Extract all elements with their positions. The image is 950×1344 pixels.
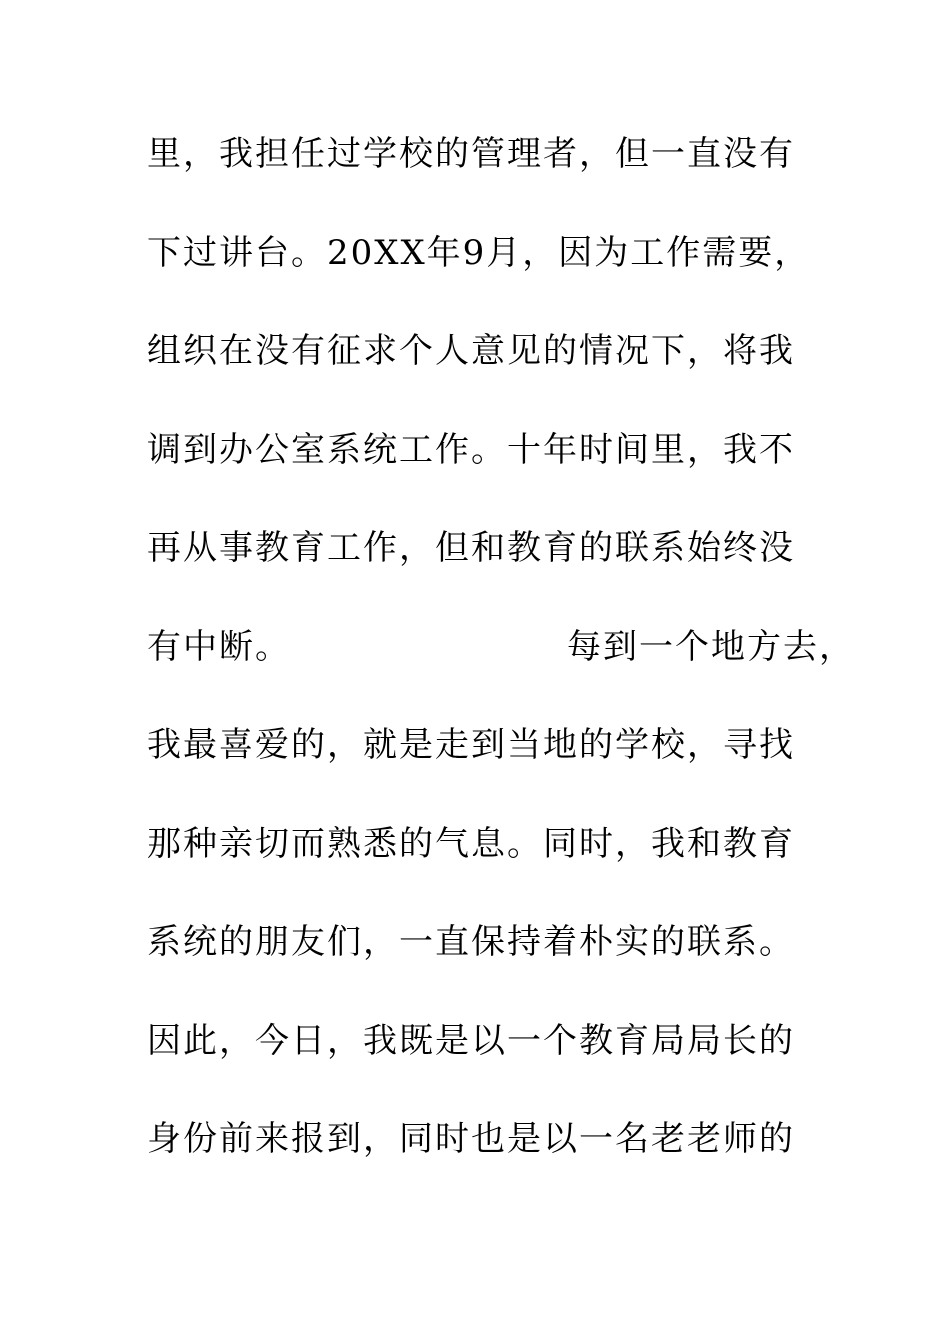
text-line-8: 那种亲切而熟悉的气息。同时，我和教育 [147,823,795,864]
text-line-7: 我最喜爱的，就是走到当地的学校，寻找 [147,725,795,765]
text-line-10: 因此，今日，我既是以一个教育局局长的 [147,1020,795,1061]
text-line-6-end: 每到一个地方去， [567,626,855,667]
text-line-6 [147,617,855,716]
text-line-2: 下过讲台。20XX年9月，因为工作需要， [147,232,811,273]
text-line-1: 里，我担任过学校的管理者，但一直没有 [147,134,795,174]
text-line-3: 组织在没有征求个人意见的情况下，将我 [147,331,795,371]
text-line-5: 再从事教育工作，但和教育的联系始终没 [147,528,795,568]
body-text [147,124,855,1208]
text-line-6-start: 有中断。 [147,626,291,667]
text-line-11: 身份前来报到，同时也是以一名老老师的 [147,1119,795,1159]
text-line-4: 调到办公室系统工作。十年时间里，我不 [147,429,795,470]
text-line-9: 系统的朋友们，一直保持着朴实的联系。 [147,922,795,962]
